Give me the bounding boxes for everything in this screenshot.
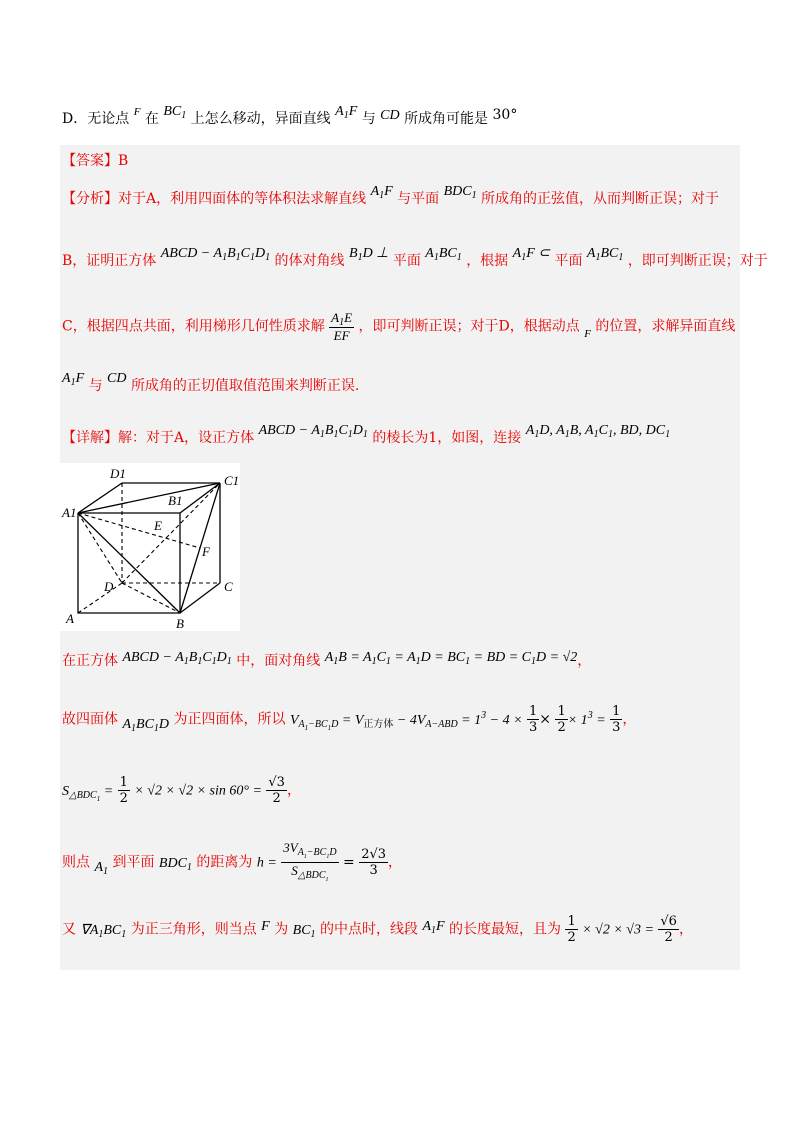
label-d: D: [104, 579, 114, 594]
detail-line-1: 【详解】解：对于A，设正方体 ABCD − $A_1B_1C_1D_1$ 的棱长为1，如图，连接 $A_1D$, $A_1B$, $A_1C_1$, BD, $DC_1$: [62, 423, 671, 446]
label-c1: C1: [224, 473, 240, 488]
label-a1: A1: [62, 505, 77, 520]
detail-line-6: 又 $\nabla A_1BC_1$ 为正三角形，则当点 F 为 $BC_1$ 的中点时，线段 $A_1F$ 的长度最短，且为 $\frac{1}{2}$ × √2 × √3 = $\frac{√6}{2}$ ，: [62, 914, 693, 945]
analysis-line-2: B，证明正方体 ABCD − $A_1B_1C_1D_1$ 的体对角线 $B_1D$ ⊥ 平面 $A_1BC_1$ ，根据 $A_1F$ ⊂ 平面 $A_1BC_1$ ，即可判断正误；对于: [62, 246, 768, 269]
cube-figure: [60, 463, 240, 631]
answer-line: 【答案】B: [62, 153, 129, 169]
analysis-line-4: $A_1F$ 与 CD 所成角的正切值取值范围来判断正误.: [62, 371, 360, 394]
label-d1: D1: [110, 466, 126, 481]
label-b1: B1: [168, 493, 183, 508]
label-b: B: [176, 616, 184, 631]
label-e: E: [154, 518, 162, 533]
label-a: A: [66, 611, 74, 626]
label-c: C: [224, 579, 233, 594]
detail-line-2: 在正方体 ABCD − $A_1B_1C_1D_1$ 中，面对角线 $A_1B = A_1C_1 = A_1D = BC_1$ = BD = $C_1D = √2$，: [62, 650, 592, 669]
analysis-line-3: C，根据四点共面，利用梯形几何性质求解 $\frac{A_1E}{EF}$ ，即可判断正误；对于D，根据动点 $_F$ 的位置，求解异面直线: [62, 310, 736, 343]
detail-line-5: 则点 $A_1$ 到平面 $BDC_1$ 的距离为 h = $\frac{3V_{A_1-BC_1D}}{S_{\triangle BDC_1}}$ = $\frac{2√3}{3}$ ，: [62, 840, 403, 883]
option-d: D．无论点 $^F$ 在 $BC_1$ 上怎么移动，异面直线 $A_1F$ 与 CD 所成角可能是 30°: [62, 104, 518, 127]
detail-line-4: $S_{\triangle BDC_1}$ = $\frac{1}{2}$ × √2 × √2 × sin 60° = $\frac{√3}{2}$ ，: [62, 775, 301, 806]
analysis-line-1: 【分析】对于A，利用四面体的等体积法求解直线 $A_1F$ 与平面 $BDC_1$ 所成角的正弦值，从而判断正误；对于: [62, 184, 720, 207]
label-f: F: [202, 544, 210, 559]
detail-line-3: 故四面体 $A_1BC_1D$ 为正四面体，所以 $V_{A_1-BC_1D} = V_{正方体} - 4V_{A-ABD} = 1^3 - 4$ × $\frac{1}{3}$ × $\frac{1}{2}$ × $1^3$ = $\frac{1}{3}$ ，: [62, 704, 637, 735]
